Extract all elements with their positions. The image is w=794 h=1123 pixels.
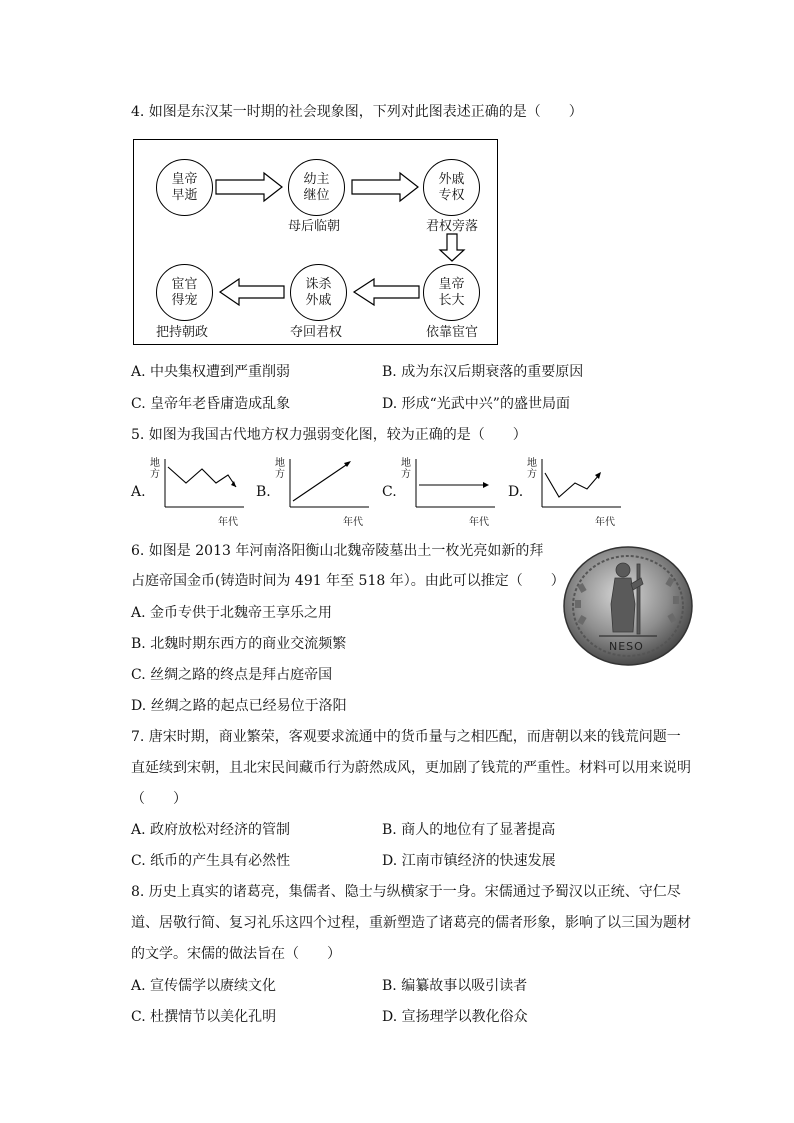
coin-inscription: NESO [609,640,644,653]
q6-option-b[interactable]: B. 北魏时期东西方的商业交流频繁 [131,636,347,652]
node-emperor-dies-early: 皇帝 早逝 [156,159,213,216]
axis-y-label: 地方 [150,458,160,480]
node-caption: 母后临朝 [288,219,341,234]
node-kill-consort: 诛杀 外戚 [290,264,347,321]
q6-option-d[interactable]: D. 丝绸之路的起点已经易位于洛阳 [131,698,347,714]
arrow-down-icon [440,234,464,261]
q5-stem: 5. 如图为我国古代地方权力强弱变化图，较为正确的是（ ） [131,427,527,443]
q5-chart-c [399,455,497,528]
q5-chart-b [273,455,371,528]
node-caption: 依靠宦官 [426,325,479,340]
q4-option-c[interactable]: C. 皇帝年老昏庸造成乱象 [131,396,291,412]
node-caption: 君权旁落 [426,219,479,234]
axis-x-label: 年代 [218,517,238,528]
q5-option-a[interactable]: A. [131,484,146,500]
q7-stem-line3: （ ） [131,791,187,807]
q8-option-b[interactable]: B. 编纂故事以吸引读者 [382,978,528,994]
arrow-left-icon [220,279,284,305]
q4-option-d[interactable]: D. 形成“光武中兴”的盛世局面 [382,396,570,412]
axis-x-label: 年代 [469,517,489,528]
node-eunuchs-favored: 宦官 得宠 [156,264,213,321]
q8-stem-line3: 的文学。宋儒的做法旨在（ ） [131,946,341,962]
axis-y-label: 地方 [527,458,537,480]
q8-option-a[interactable]: A. 宣传儒学以赓续文化 [131,978,277,994]
q4-option-a[interactable]: A. 中央集权遭到严重削弱 [131,364,291,380]
q5-option-b[interactable]: B. [256,484,271,500]
q7-option-b[interactable]: B. 商人的地位有了显著提高 [382,822,556,838]
node-consort-clan: 外戚 专权 [423,159,480,216]
q4-diagram [133,139,498,345]
q7-stem-line1: 7. 唐宋时期，商业繁荣，客观要求流通中的货币量与之相匹配，而唐朝以来的钱荒问题一 [131,729,681,745]
q8-option-c[interactable]: C. 杜撰情节以美化孔明 [131,1009,277,1025]
arrow-right-icon [216,173,282,201]
arrow-left-icon [354,279,419,305]
axis-x-label: 年代 [595,517,615,528]
q5-chart-d [525,455,623,528]
node-caption: 把持朝政 [156,325,209,340]
q8-stem-line2: 道、居敬行简、复习礼乐这四个过程，重新塑造了诸葛亮的儒者形象，影响了以三国为题材 [131,915,691,931]
q5-option-c[interactable]: C. [382,484,397,500]
axis-y-label: 地方 [275,458,285,480]
axis-x-label: 年代 [343,517,363,528]
q4-stem: 4. 如图是东汉某一时期的社会现象图，下列对此图表述正确的是（ ） [131,104,583,120]
q4-option-b[interactable]: B. 成为东汉后期衰落的重要原因 [382,364,584,380]
q6-option-a[interactable]: A. 金币专供于北魏帝王享乐之用 [131,605,333,621]
q5-option-d[interactable]: D. [508,484,524,500]
q6-option-c[interactable]: C. 丝绸之路的终点是拜占庭帝国 [131,667,333,683]
node-caption: 夺回君权 [290,325,343,340]
q5-chart-a [148,455,246,528]
q7-stem-line2: 直延续到宋朝，且北宋民间藏币行为蔚然成风，更加剧了钱荒的严重性。材料可以用来说明 [131,760,691,776]
q7-option-d[interactable]: D. 江南市镇经济的快速发展 [382,853,556,869]
axis-y-label: 地方 [401,458,411,480]
q6-stem-line1: 6. 如图是 2013 年河南洛阳衡山北魏帝陵墓出土一枚光亮如新的拜 [131,543,544,559]
node-young-ruler: 幼主 继位 [288,159,345,216]
q7-option-c[interactable]: C. 纸币的产生具有必然性 [131,853,291,869]
node-emperor-grows-up: 皇帝 长大 [423,264,480,321]
arrow-right-icon [352,173,418,201]
q7-option-a[interactable]: A. 政府放松对经济的管制 [131,822,291,838]
q8-option-d[interactable]: D. 宣扬理学以教化俗众 [382,1009,528,1025]
q6-stem-line2: 占庭帝国金币(铸造时间为 491 年至 518 年）。由此可以推定（ ） [131,573,565,589]
byzantine-coin-image [561,544,695,668]
q8-stem-line1: 8. 历史上真实的诸葛亮，集儒者、隐士与纵横家于一身。宋儒通过予蜀汉以正统、守仁尽 [131,884,681,900]
